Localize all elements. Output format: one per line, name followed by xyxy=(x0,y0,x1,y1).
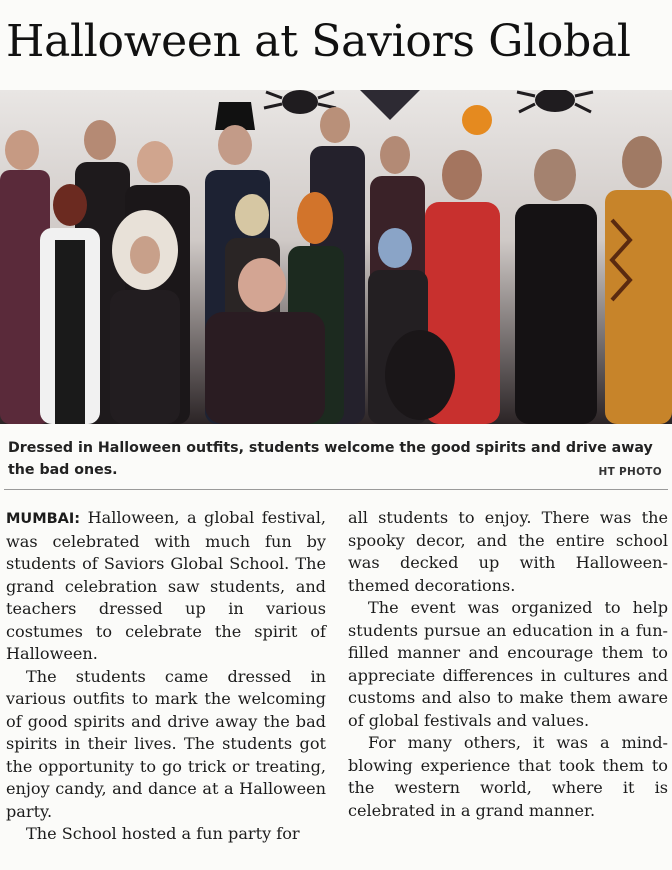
headline: Halloween at Saviors Global xyxy=(6,16,631,67)
paragraph: all students to enjoy. There was the spooky decor, and the entire school was decked up with Halloween-themed decorations. xyxy=(348,508,668,595)
divider xyxy=(4,489,668,490)
article-column-2 xyxy=(348,507,668,822)
article-column-1 xyxy=(6,507,326,846)
photo-credit: HT PHOTO xyxy=(598,466,662,478)
photo-caption: Dressed in Halloween outfits, students welcome the good spirits and drive away the bad ones. xyxy=(8,440,653,478)
paragraph: The School hosted a fun party for xyxy=(26,824,300,843)
paragraph: For many others, it was a mind-blowing experience that took them to the western world, where it is celebrated in a grand manner. xyxy=(348,733,668,820)
pumpkin-decoration xyxy=(462,105,492,135)
paragraph: The students came dressed in various outfits to mark the welcoming of good spirits and drive away the bad spirits in their lives. The students got the opportunity to go trick or treating, enjoy candy, and dance at a Halloween party. xyxy=(6,666,326,821)
paragraph-text: Halloween, a global festival, was celebrated with much fun by students of Saviors Global School. The grand celebration saw students, and teachers dressed up in various costumes to celebrate the spirit of Halloween. xyxy=(6,508,326,663)
paragraph: The event was organized to help students pursue an education in a fun-filled manner and encourage them to appreciate differences in cultures and customs and also to make them aware of global festivals and values. xyxy=(348,598,668,730)
paragraph xyxy=(6,507,326,666)
news-photo xyxy=(0,90,672,424)
dateline: MUMBAI: xyxy=(6,511,81,527)
